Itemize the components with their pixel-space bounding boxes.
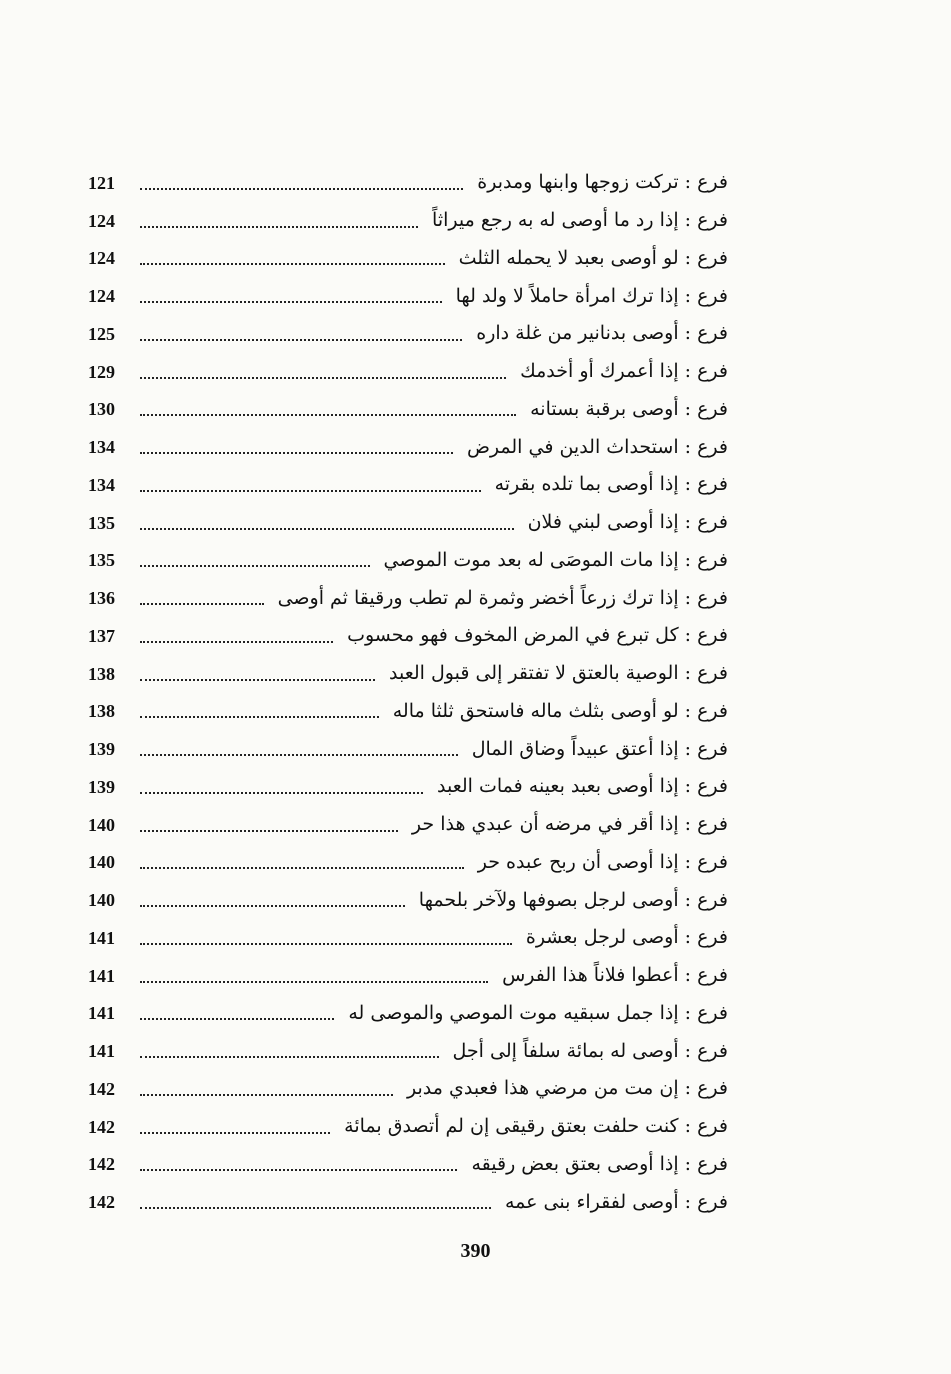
- dot-leader: [140, 301, 442, 303]
- toc-entry: [88, 1183, 728, 1221]
- dot-leader: [140, 1169, 457, 1171]
- toc-entry-title: فرع : كل تبرع في المرض المخوف فهو محسوب: [347, 624, 728, 647]
- dot-leader: [140, 188, 463, 190]
- toc-entry-page: 142: [88, 1078, 115, 1099]
- toc-entry: [88, 919, 728, 957]
- dot-leader: [140, 339, 462, 341]
- toc-entry-page: 142: [88, 1192, 115, 1213]
- toc-entry: [88, 1032, 728, 1070]
- toc-entry-page: 135: [88, 512, 115, 533]
- toc-entry-page: 124: [88, 210, 115, 231]
- toc-entry-title: فرع : إذا ترك زرعاً أخضر وثمرة لم تطب ورقيقا ثم أوصى: [277, 586, 728, 609]
- toc-entry: [88, 957, 728, 995]
- toc-entry-page: 140: [88, 814, 115, 835]
- dot-leader: [140, 226, 418, 228]
- toc-entry: [88, 504, 728, 542]
- toc-entry-title: فرع : أوصى بدنانير من غلة داره: [476, 322, 728, 345]
- dot-leader: [140, 452, 453, 454]
- dot-leader: [140, 830, 398, 832]
- dot-leader: [140, 1056, 439, 1058]
- toc-entry-title: فرع : استحداث الدين في المرض: [466, 435, 728, 458]
- toc-entry-title: فرع : أوصى برقبة بستانه: [530, 397, 728, 420]
- dot-leader: [140, 1132, 330, 1134]
- toc-entry-title: فرع : إذا أقر في مرضه أن عبدي هذا حر: [411, 813, 728, 836]
- toc-entry-page: 141: [88, 1041, 115, 1062]
- dot-leader: [140, 792, 423, 794]
- toc-entry: [88, 655, 728, 693]
- toc-entry-title: فرع : إذا أوصى لبني فلان: [527, 511, 728, 534]
- dot-leader: [140, 981, 488, 983]
- toc-entry: [88, 277, 728, 315]
- toc-entry-title: فرع : إن مت من مرضي هذا فعبدي مدبر: [407, 1077, 728, 1100]
- toc-entry-title: فرع : إذا أعمرك أو أخدمك: [520, 360, 728, 383]
- toc-entry-title: فرع : أوصى لفقراء بنى عمه: [505, 1190, 728, 1213]
- toc-entry-page: 140: [88, 890, 115, 911]
- toc-entry: [88, 768, 728, 806]
- toc-entry-page: 124: [88, 286, 115, 307]
- toc-entry-page: 129: [88, 361, 115, 382]
- toc-entry: [88, 1146, 728, 1184]
- toc-entry-page: 139: [88, 739, 115, 760]
- dot-leader: [140, 754, 458, 756]
- toc-entry: [88, 1070, 728, 1108]
- dot-leader: [140, 414, 516, 416]
- toc-entry-page: 140: [88, 852, 115, 873]
- toc-entry: [88, 730, 728, 768]
- toc-entry-title: فرع : إذا أوصى أن ربح عبده حر: [477, 850, 728, 873]
- toc-entry-title: فرع : تركت زوجها وابنها ومدبرة: [477, 171, 728, 194]
- toc-entry-page: 134: [88, 474, 115, 495]
- toc-entry-page: 142: [88, 1154, 115, 1175]
- toc-entry: [88, 466, 728, 504]
- toc-entry: [88, 693, 728, 731]
- table-of-contents: [88, 164, 728, 1221]
- toc-entry-title: فرع : لو أوصى بعبد لا يحمله الثلث: [458, 246, 728, 269]
- toc-entry-page: 134: [88, 437, 115, 458]
- dot-leader: [140, 943, 512, 945]
- toc-entry-title: فرع : لو أوصى بثلث ماله فاستحق ثلثا ماله: [392, 699, 728, 722]
- dot-leader: [140, 1207, 491, 1209]
- toc-entry-page: 124: [88, 248, 115, 269]
- dot-leader: [140, 1018, 334, 1020]
- toc-entry: [88, 1108, 728, 1146]
- dot-leader: [140, 263, 445, 265]
- toc-entry-page: 138: [88, 663, 115, 684]
- toc-entry: [88, 164, 728, 202]
- toc-entry: [88, 391, 728, 429]
- toc-entry-title: فرع : أعطوا فلاناً هذا الفرس: [502, 964, 728, 987]
- toc-entry: [88, 353, 728, 391]
- dot-leader: [140, 490, 481, 492]
- dot-leader: [140, 716, 379, 718]
- toc-entry-title: فرع : إذا أوصى بما تلده بقرته: [494, 473, 728, 496]
- dot-leader: [140, 565, 370, 567]
- dot-leader: [140, 603, 264, 605]
- toc-entry-title: فرع : إذا جمل سبقيه موت الموصي والموصى له: [348, 1001, 728, 1024]
- toc-entry: [88, 202, 728, 240]
- toc-entry-page: 142: [88, 1116, 115, 1137]
- toc-entry-title: فرع : إذا مات الموصَى له بعد موت الموصي: [383, 548, 728, 571]
- toc-entry-page: 135: [88, 550, 115, 571]
- toc-entry-title: فرع : إذا أوصى بعتق بعض رقيقه: [471, 1152, 728, 1175]
- toc-entry-page: 138: [88, 701, 115, 722]
- toc-entry-page: 139: [88, 776, 115, 797]
- toc-entry: [88, 881, 728, 919]
- toc-entry-title: فرع : أوصى لرجل بعشرة: [525, 926, 728, 949]
- toc-entry-page: 141: [88, 1003, 115, 1024]
- toc-entry-page: 141: [88, 927, 115, 948]
- dot-leader: [140, 867, 464, 869]
- toc-entry-title: فرع : إذا أعتق عبيداً وضاق المال: [471, 737, 728, 760]
- toc-entry: [88, 617, 728, 655]
- dot-leader: [140, 905, 405, 907]
- toc-entry-page: 130: [88, 399, 115, 420]
- page-number: 390: [460, 1240, 491, 1262]
- toc-entry-title: فرع : كنت حلفت بعتق رقيقى إن لم أتصدق بمائة: [344, 1115, 728, 1138]
- toc-entry: [88, 806, 728, 844]
- dot-leader: [140, 528, 514, 530]
- toc-entry-title: فرع : إذا أوصى بعبد بعينه فمات العبد: [437, 775, 728, 798]
- toc-entry-title: فرع : إذا رد ما أوصى له به رجع ميراثاً: [432, 209, 728, 232]
- dot-leader: [140, 1094, 393, 1096]
- toc-entry-title: فرع : الوصية بالعتق لا تفتقر إلى قبول العبد: [388, 662, 728, 685]
- toc-entry-page: 121: [88, 172, 115, 193]
- toc-entry-page: 137: [88, 625, 115, 646]
- toc-entry-title: فرع : إذا ترك امرأة حاملاً لا ولد لها: [455, 284, 728, 307]
- toc-entry-page: 136: [88, 588, 115, 609]
- toc-entry: [88, 240, 728, 278]
- toc-entry-page: 141: [88, 965, 115, 986]
- dot-leader: [140, 679, 375, 681]
- toc-entry: [88, 542, 728, 580]
- toc-entry: [88, 579, 728, 617]
- toc-entry: [88, 315, 728, 353]
- toc-entry-title: فرع : أوصى لرجل بصوفها ولآخر بلحمها: [418, 888, 728, 911]
- toc-entry: [88, 995, 728, 1033]
- dot-leader: [140, 641, 333, 643]
- toc-entry-title: فرع : أوصى له بمائة سلفاً إلى أجل: [452, 1039, 728, 1062]
- toc-entry-page: 125: [88, 323, 115, 344]
- toc-entry: [88, 844, 728, 882]
- dot-leader: [140, 377, 506, 379]
- toc-entry: [88, 428, 728, 466]
